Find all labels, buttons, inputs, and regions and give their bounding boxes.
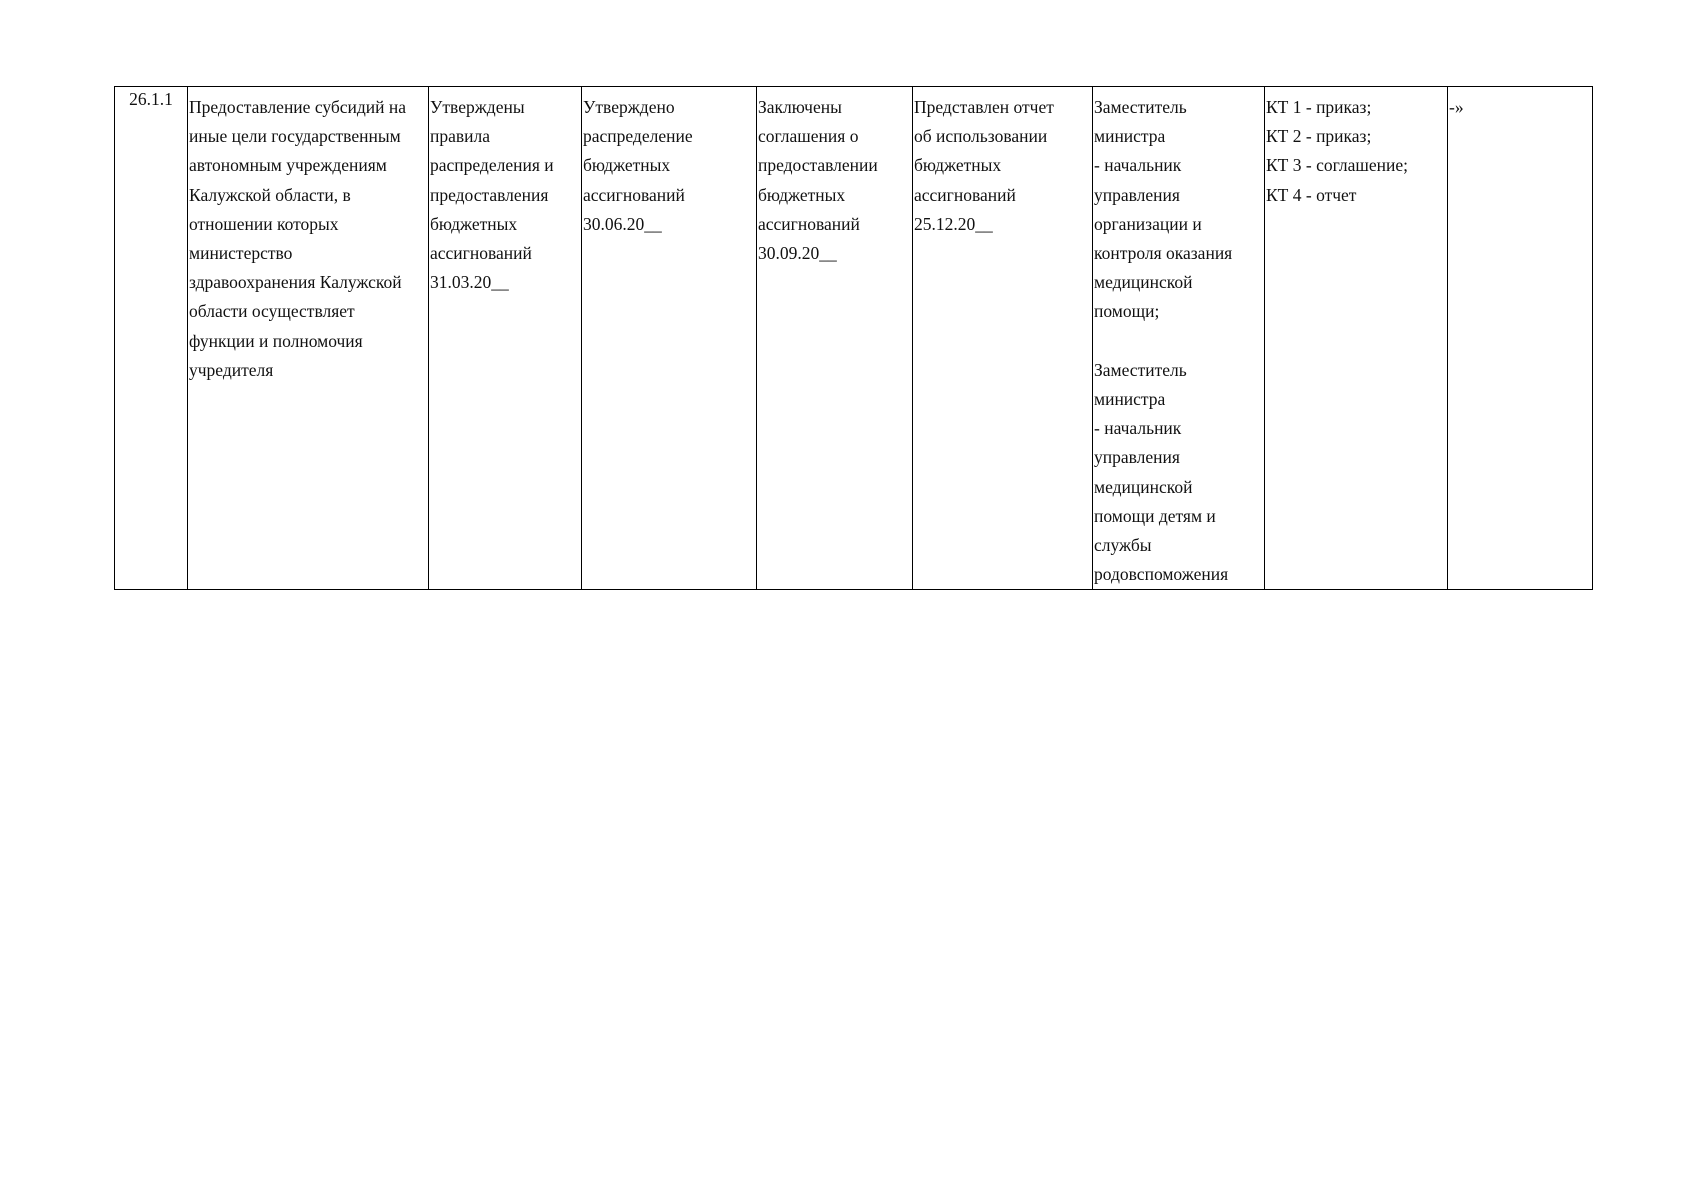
closing-quote-cell: -»	[1448, 87, 1593, 590]
row-number: 26.1.1	[115, 87, 188, 590]
event-name-cell: Предоставление субсидий на иные цели государственным автономным учреждениям Калужской области, в отношении которых министерство здравоохранения Калужской области осуществляет функции и полномочия учредителя	[188, 87, 429, 590]
control-point-1-cell: Утверждены правила распределения и предоставления бюджетных ассигнований 31.03.20__	[429, 87, 582, 590]
control-point-4-cell: Представлен отчет об использовании бюджетных ассигнований 25.12.20__	[913, 87, 1093, 590]
control-point-3-cell: Заключены соглашения о предоставлении бюджетных ассигнований 30.09.20__	[757, 87, 913, 590]
measures-table	[114, 86, 1593, 590]
control-point-2-cell: Утверждено распределение бюджетных ассигнований 30.06.20__	[582, 87, 757, 590]
documents-cell: КТ 1 - приказ; КТ 2 - приказ; КТ 3 - соглашение; КТ 4 - отчет	[1265, 87, 1448, 590]
responsible-person-cell: Заместитель министра - начальник управления организации и контроля оказания медицинской помощи; Заместитель министра - начальник управления медицинской помощи детям и службы родовспоможения	[1093, 87, 1265, 590]
table-row	[115, 87, 1593, 590]
